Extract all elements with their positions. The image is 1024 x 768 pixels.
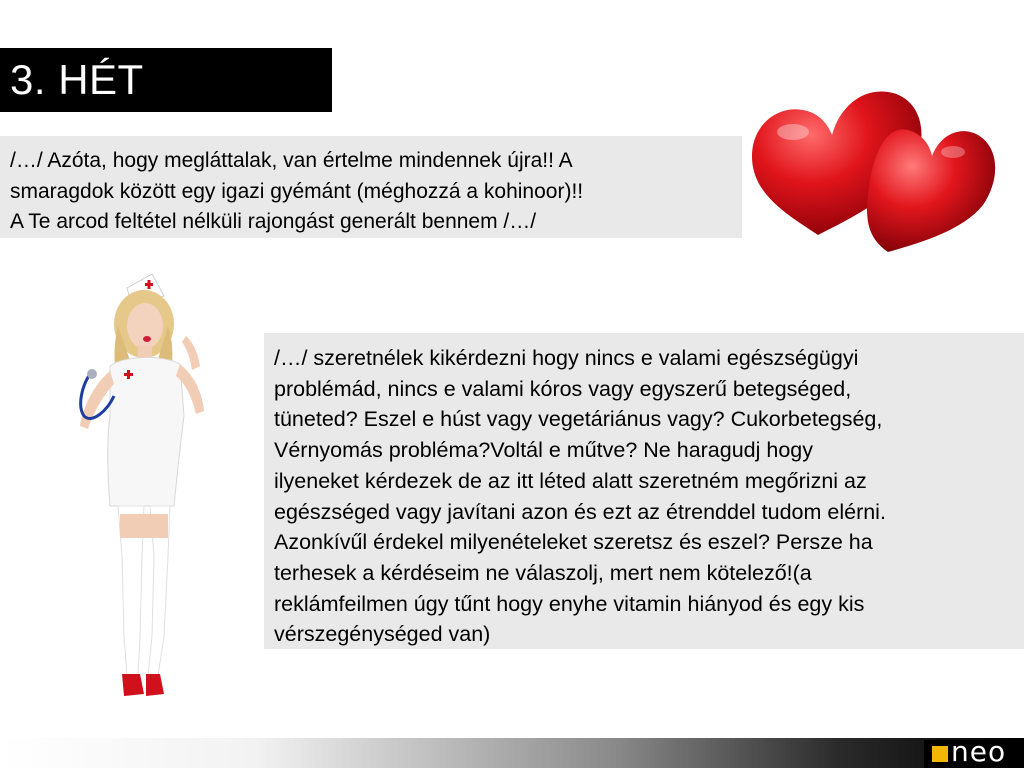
hearts-image (748, 80, 1004, 255)
neo-logo (924, 735, 1024, 768)
quote-line: /…/ Azóta, hogy megláttalak, van értelme mindennek újra!! A (10, 149, 573, 172)
main-text-line: problémád, nincs e valami kóros vagy egyszerű betegséged, (274, 376, 852, 401)
main-text-line: egészséged vagy javítani azon és ezt az étrenddel tudom elérni. (274, 499, 886, 524)
main-text-line: Vérnyomás probléma?Voltál e műtve? Ne haragudj hogy (274, 438, 814, 463)
main-text-line: vérszegénységed van) (274, 622, 491, 647)
nurse-photo (52, 266, 217, 706)
quote-line: A Te arcod feltétel nélküli rajongást generált bennem /…/ (10, 210, 537, 233)
main-text-line: terhesek a kérdéseim ne válaszolj, mert nem kötelező!(a (274, 560, 812, 585)
quote-line: smaragdok között egy igazi gyémánt (méghozzá a kohinoor)!! (10, 179, 584, 203)
logo-text: neo (951, 735, 1007, 768)
main-text-box (264, 333, 1024, 649)
quote-text-box (0, 136, 742, 238)
logo-square-icon (932, 746, 948, 762)
main-text-line: /…/ szeretnélek kikérdezni hogy nincs e valami egészségügyi (274, 346, 859, 370)
main-text-line: tüneted? Eszel e húst vagy vegetáriánus vagy? Cukorbetegség, (274, 407, 883, 432)
footer-gradient-bar (0, 738, 1024, 768)
slide-title: 3. HÉT (0, 48, 332, 112)
small-heart-icon (867, 129, 995, 252)
main-text-line: reklámfeilmen úgy tűnt hogy enyhe vitamin hiányod és egy kis (274, 591, 865, 616)
main-text-line: Azonkívűl érdekel milyenételeket szeretsz és eszel? Persze ha (274, 530, 873, 555)
main-text-line: ilyeneket kérdezek de az itt léted alatt szeretném megőrizni az (274, 468, 867, 493)
